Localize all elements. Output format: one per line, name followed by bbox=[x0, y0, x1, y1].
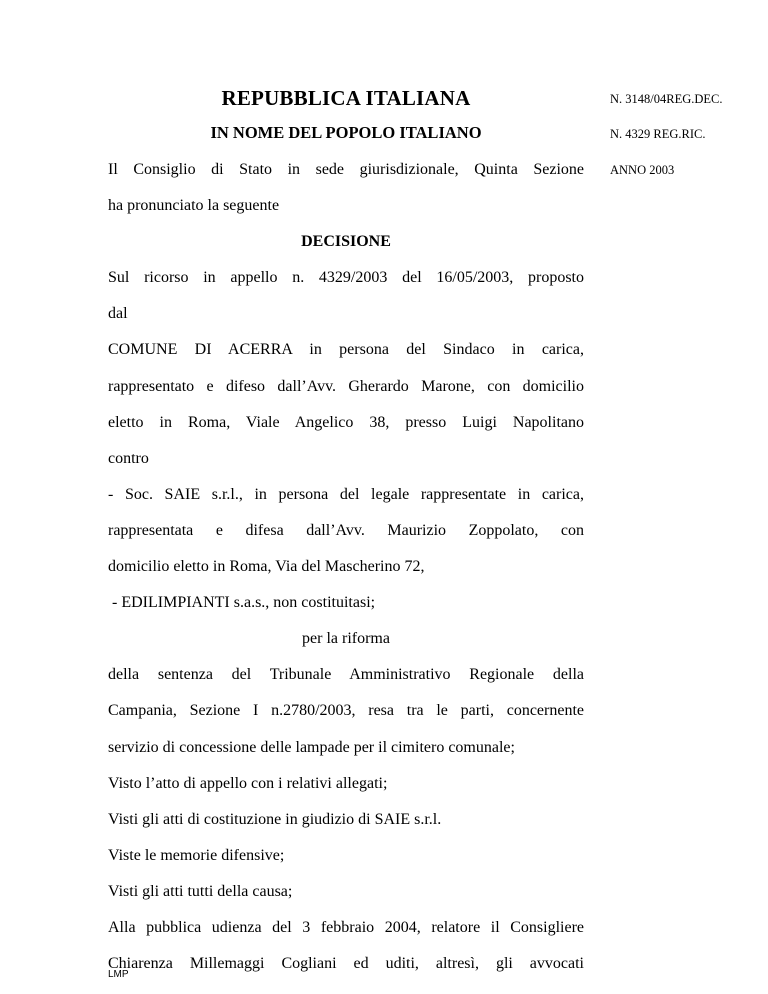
body-line: della sentenza del Tribunale Amministrativo Regionale della bbox=[108, 666, 584, 684]
body-line: contro bbox=[108, 449, 149, 467]
document-subtitle: IN NOME DEL POPOLO ITALIANO bbox=[210, 123, 482, 142]
document-title: REPUBBLICA ITALIANA bbox=[221, 86, 471, 110]
section-heading-riforma: per la riforma bbox=[302, 630, 390, 648]
body-line: ha pronunciato la seguente bbox=[108, 197, 280, 215]
body-line: Visti gli atti tutti della causa; bbox=[108, 882, 293, 900]
body-line: rappresentato e difeso dall’Avv. Gherardo Marone, con domicilio bbox=[108, 377, 584, 395]
body-line: dal bbox=[108, 305, 128, 323]
year-label: ANNO 2003 bbox=[610, 163, 675, 177]
footer-initials: LMP bbox=[108, 969, 129, 980]
body-line: - EDILIMPIANTI s.a.s., non costituitasi; bbox=[112, 594, 376, 612]
body-line: servizio di concessione delle lampade per il cimitero comunale; bbox=[108, 738, 515, 756]
decision-number: N. 3148/04REG.DEC. bbox=[610, 92, 723, 106]
body-line: Visto l’atto di appello con i relativi allegati; bbox=[108, 774, 388, 792]
body-line: Viste le memorie difensive; bbox=[108, 846, 285, 864]
body-line: Sul ricorso in appello n. 4329/2003 del 16/05/2003, proposto bbox=[108, 269, 584, 287]
body-line: Alla pubblica udienza del 3 febbraio 2004, relatore il Consigliere bbox=[108, 918, 584, 936]
body-line: eletto in Roma, Viale Angelico 38, presso Luigi Napolitano bbox=[108, 413, 584, 431]
body-line: Campania, Sezione I n.2780/2003, resa tra le parti, concernente bbox=[108, 702, 584, 720]
body-line: Chiarenza Millemaggi Cogliani ed uditi, altresì, gli avvocati bbox=[108, 955, 584, 973]
body-line: COMUNE DI ACERRA in persona del Sindaco in carica, bbox=[108, 341, 584, 359]
section-heading-decisione: DECISIONE bbox=[301, 233, 391, 251]
body-line: rappresentata e difesa dall’Avv. Maurizio Zoppolato, con bbox=[108, 521, 584, 539]
body-line: Visti gli atti di costituzione in giudizio di SAIE s.r.l. bbox=[108, 810, 442, 828]
decision-body bbox=[108, 152, 584, 982]
body-line: domicilio eletto in Roma, Via del Mascherino 72, bbox=[108, 558, 425, 576]
appeal-number: N. 4329 REG.RIC. bbox=[610, 127, 706, 141]
body-line: Il Consiglio di Stato in sede giurisdizionale, Quinta Sezione bbox=[108, 161, 584, 178]
body-line: - Soc. SAIE s.r.l., in persona del legale rappresentate in carica, bbox=[108, 485, 584, 503]
